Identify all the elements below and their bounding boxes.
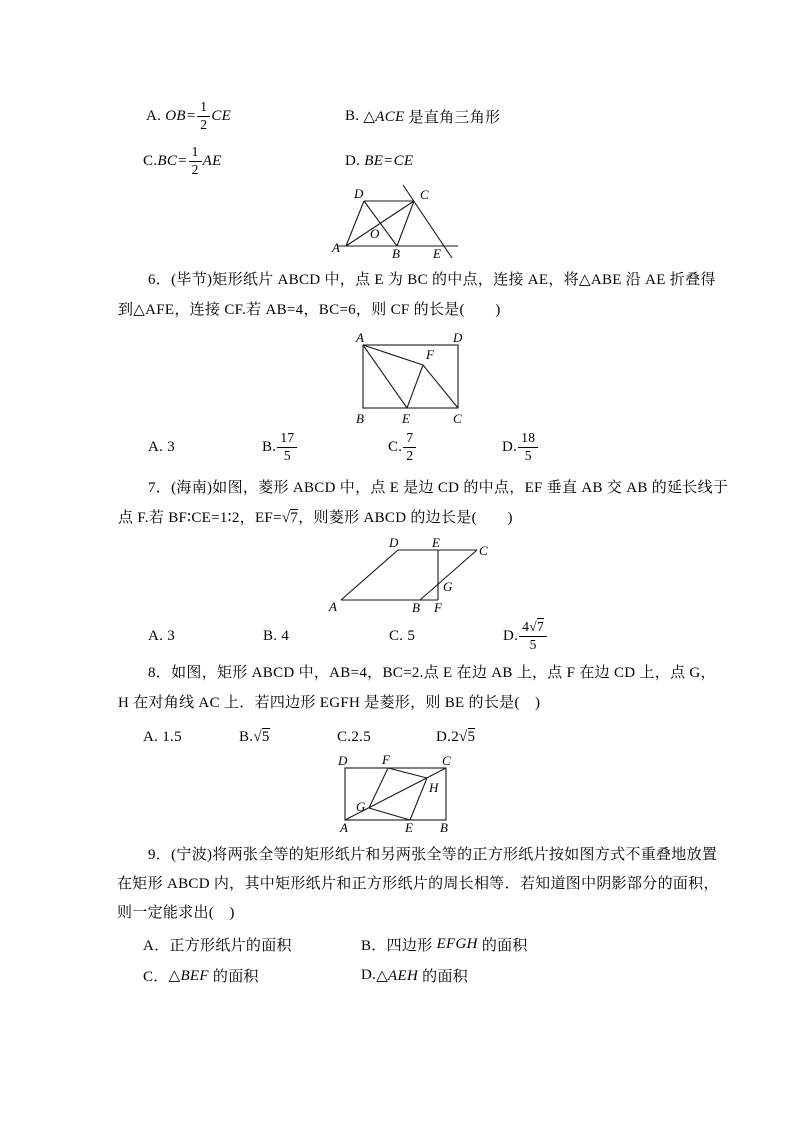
option-label: B. xyxy=(345,107,364,124)
option-label: B. xyxy=(239,728,254,745)
q6-text-line2: 到△AFE，连接 CF.若 AB=4，BC=6，则 CF 的长是( ) xyxy=(118,302,501,318)
fig5-label-c: C xyxy=(420,187,429,202)
line-BC xyxy=(397,201,414,246)
fraction-numerator: 1 xyxy=(189,145,202,162)
math-expr: BC= xyxy=(157,152,188,169)
option-text: 的面积 xyxy=(477,937,528,954)
option-label: C. xyxy=(143,152,158,169)
option-label: D. xyxy=(436,728,452,745)
q9-option-c xyxy=(143,961,259,989)
option-label: D. xyxy=(502,438,518,455)
fraction-numerator: 7 xyxy=(403,431,416,448)
line-FE xyxy=(407,365,423,408)
fraction xyxy=(519,620,547,653)
sqrt-sign: √ xyxy=(253,728,262,745)
sqrt-radicand: 7 xyxy=(536,618,545,634)
line-AD xyxy=(346,201,364,246)
fraction xyxy=(277,431,297,464)
fig6-label-e: E xyxy=(402,411,410,426)
option-label: A. xyxy=(146,107,166,124)
math-expr: △BEF xyxy=(168,967,209,984)
q7-option-b xyxy=(263,616,289,656)
sqrt-radicand: 5 xyxy=(261,729,270,745)
fig7-label-d: D xyxy=(389,535,399,550)
coefficient: 2 xyxy=(451,728,459,745)
q8-option-d xyxy=(436,722,475,752)
fraction-numerator: 1 xyxy=(197,100,210,117)
option-label: D. xyxy=(345,152,365,169)
q9-option-d xyxy=(361,961,468,989)
q8-option-b xyxy=(239,722,270,752)
q6-option-d xyxy=(502,427,539,467)
math-expr: △ACE xyxy=(363,108,405,125)
option-text: B．四边形 xyxy=(361,937,437,954)
q9-text-line1: 9．(宁波)将两张全等的矩形纸片和另两张全等的正方形纸片按如图方式不重叠地放置 xyxy=(148,847,718,863)
fraction-numerator: 17 xyxy=(277,431,297,448)
line-HF xyxy=(388,768,427,778)
line-DB xyxy=(364,201,397,246)
fig6-label-d: D xyxy=(453,331,463,345)
fig7-label-g: G xyxy=(443,579,453,594)
option-text: A. 3 xyxy=(148,438,176,455)
q5-option-d xyxy=(345,141,413,181)
line-EH xyxy=(410,778,427,820)
q7-option-c xyxy=(389,616,415,656)
math-expr: AE xyxy=(202,152,222,169)
text-segment: ，则菱形 ABCD 的边长是( ) xyxy=(298,510,513,526)
sqrt-sign: √ xyxy=(529,618,537,634)
fig7-label-a: A xyxy=(329,599,337,614)
fraction xyxy=(197,100,210,133)
q6-option-c xyxy=(388,427,417,467)
fig6-label-f: F xyxy=(426,347,434,362)
q9-text-line2: 在矩形 ABCD 内，其中矩形纸片和正方形纸片的周长相等．若知道图中阴影部分的面积， xyxy=(117,876,719,892)
fig5-label-a: A xyxy=(332,240,340,255)
line-FG xyxy=(369,768,388,808)
fraction xyxy=(403,431,416,464)
option-text: 是直角三角形 xyxy=(404,109,501,126)
sqrt-radicand: 5 xyxy=(467,729,476,745)
option-text: A．正方形纸片的面积 xyxy=(143,937,292,954)
q8-text-line2: H 在对角线 AC 上．若四边形 EGFH 是菱形，则 BE 的长是( ) xyxy=(118,695,541,711)
q7-text-line1: 7．(海南)如图，菱形 ABCD 中，点 E 是边 CD 的中点，EF 垂直 AB 交 AB 的延长线于 xyxy=(148,480,729,496)
q6-option-b xyxy=(262,427,298,467)
option-text: A. 3 xyxy=(148,627,176,644)
math-expr: BE=CE xyxy=(364,152,414,169)
fig6-label-c: C xyxy=(453,411,462,426)
option-text: B. 4 xyxy=(263,627,290,644)
fig8-label-e: E xyxy=(405,820,413,835)
line-AD xyxy=(341,550,398,600)
q8-figure xyxy=(336,751,458,835)
math-expr: OB= xyxy=(165,107,197,124)
fraction-numerator: 18 xyxy=(518,431,538,448)
fig5-label-d: D xyxy=(354,186,364,201)
q9-text-line3: 则一定能求出( ) xyxy=(117,905,235,921)
fraction-denominator: 5 xyxy=(524,447,532,463)
fig8-label-d: D xyxy=(338,753,348,768)
fig6-label-a: A xyxy=(356,331,364,345)
q5-option-b xyxy=(345,96,500,136)
sqrt-sign: √ xyxy=(459,728,468,745)
fig8-label-a: A xyxy=(340,820,348,835)
fraction-numerator xyxy=(519,620,547,637)
coefficient: 4 xyxy=(522,618,530,634)
math-expr: △AEH xyxy=(376,967,419,984)
option-text: 的面积 xyxy=(418,968,469,985)
fig7-label-f: F xyxy=(434,600,442,615)
fig7-label-c: C xyxy=(479,543,488,558)
option-label: C. xyxy=(388,438,403,455)
fraction-denominator: 5 xyxy=(283,447,291,463)
line-AF xyxy=(363,345,423,365)
q7-option-a xyxy=(148,616,175,656)
fraction-denominator: 2 xyxy=(406,447,414,463)
option-text: D. xyxy=(361,966,377,983)
line-FC xyxy=(423,365,458,408)
fig5-label-b: B xyxy=(392,246,400,260)
sqrt-sign: √ xyxy=(281,510,291,526)
q6-option-a xyxy=(148,427,175,467)
q8-text-line1: 8．如图，矩形 ABCD 中，AB=4，BC=2.点 E 在边 AB 上，点 F 在边 CD 上，点 G， xyxy=(148,665,716,681)
line-AE xyxy=(363,345,407,408)
option-text: 的面积 xyxy=(208,968,259,985)
fraction-denominator: 2 xyxy=(200,116,208,132)
q7-text-line2 xyxy=(118,507,513,529)
q6-text-line1: 6．(毕节)矩形纸片 ABCD 中，点 E 为 BC 的中点，连接 AE，将△ABE 沿 AE 折叠得 xyxy=(148,272,716,288)
option-text: C. 5 xyxy=(389,627,416,644)
q8-option-a xyxy=(143,722,182,752)
fraction-denominator: 2 xyxy=(191,161,199,177)
fraction xyxy=(518,431,538,464)
fig8-label-f: F xyxy=(382,752,390,767)
q7-option-d xyxy=(503,616,548,656)
q5-option-a xyxy=(146,96,231,136)
q5-figure xyxy=(330,183,465,260)
option-label: D. xyxy=(503,627,519,644)
sqrt-radicand: 7 xyxy=(290,510,299,526)
text-segment: 点 F.若 BF∶CE=1∶2，EF= xyxy=(118,510,282,526)
fraction-denominator: 5 xyxy=(529,636,537,652)
fig8-label-h: H xyxy=(429,780,439,795)
option-label: B. xyxy=(262,438,277,455)
option-text: A. 1.5 xyxy=(143,728,182,745)
q6-figure xyxy=(353,331,471,427)
fig7-label-e: E xyxy=(432,535,440,550)
option-text: C.2.5 xyxy=(337,728,372,745)
option-text: C． xyxy=(143,968,169,985)
fig5-label-o: O xyxy=(370,226,380,241)
q9-option-a xyxy=(143,930,292,958)
fig8-label-g: G xyxy=(356,799,366,814)
math-expr: CE xyxy=(211,107,232,124)
math-expr: EFGH xyxy=(436,935,478,952)
fraction xyxy=(189,145,202,178)
line-GE xyxy=(369,808,410,820)
fig8-label-b: B xyxy=(440,820,448,835)
fig5-label-e: E xyxy=(433,246,441,260)
q5-option-c xyxy=(143,141,222,181)
q8-option-c xyxy=(337,722,371,752)
q9-option-b xyxy=(361,930,528,958)
fig7-label-b: B xyxy=(412,600,420,615)
fig8-label-c: C xyxy=(442,753,451,768)
fig6-label-b: B xyxy=(356,411,364,426)
q7-figure xyxy=(325,533,490,615)
